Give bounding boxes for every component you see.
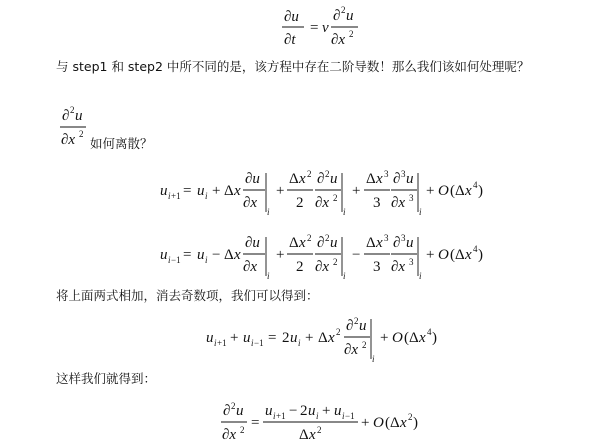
svg-text:i: i	[205, 191, 208, 201]
taylor-forward-equation	[0, 168, 594, 224]
svg-text:u: u	[406, 171, 414, 187]
svg-text:2: 2	[231, 401, 236, 411]
svg-text:i: i	[316, 411, 319, 421]
svg-text:2: 2	[336, 327, 341, 337]
taylor-backward-equation	[0, 232, 594, 288]
svg-text:2: 2	[408, 412, 413, 422]
svg-text:i: i	[343, 271, 346, 281]
svg-text:i: i	[419, 271, 422, 281]
svg-text:u: u	[308, 403, 316, 419]
svg-text:x: x	[465, 183, 472, 199]
svg-text:+: +	[276, 247, 285, 263]
svg-text:2: 2	[282, 330, 290, 346]
svg-text:∂: ∂	[223, 403, 231, 419]
svg-text:=: =	[183, 247, 192, 263]
svg-text:x: x	[419, 330, 426, 346]
svg-text:i: i	[419, 207, 422, 217]
svg-text:2: 2	[300, 403, 308, 419]
svg-text:2: 2	[362, 340, 367, 350]
svg-text:∂u: ∂u	[245, 171, 260, 187]
svg-text:i: i	[372, 354, 375, 364]
svg-text:2: 2	[317, 425, 322, 435]
intro-paragraph: 与 step1 和 step2 中所不同的是，该方程中存在二阶导数！那么我们该如何处理呢？	[56, 59, 530, 74]
svg-text:u: u	[160, 247, 168, 263]
svg-text:u: u	[290, 330, 298, 346]
svg-text:O: O	[438, 247, 449, 263]
svg-text:Δ: Δ	[289, 235, 299, 251]
svg-text:x: x	[376, 235, 383, 251]
svg-text:+1: +1	[171, 191, 181, 201]
svg-text:=: =	[310, 20, 319, 36]
svg-text:Δ: Δ	[224, 247, 234, 263]
svg-text:∂: ∂	[346, 318, 354, 334]
svg-text:∂x: ∂x	[315, 195, 330, 211]
svg-text:i: i	[214, 338, 217, 348]
result-paragraph: 这样我们就得到：	[56, 371, 157, 386]
svg-text:+: +	[426, 183, 435, 199]
svg-text:3: 3	[409, 193, 414, 203]
svg-text:−: −	[212, 247, 221, 263]
svg-text:+: +	[426, 247, 435, 263]
svg-text:): )	[432, 330, 437, 346]
svg-text:∂x: ∂x	[344, 342, 359, 358]
svg-text:): )	[478, 183, 483, 199]
svg-text:2: 2	[333, 257, 338, 267]
svg-text:x: x	[234, 247, 241, 263]
svg-text:2: 2	[307, 233, 312, 243]
svg-text:u: u	[197, 183, 205, 199]
svg-text:2: 2	[325, 233, 330, 243]
svg-text:x: x	[309, 427, 316, 443]
svg-text:i: i	[251, 338, 254, 348]
svg-text:=: =	[183, 183, 192, 199]
svg-text:4: 4	[473, 244, 478, 254]
svg-text:∂: ∂	[62, 108, 70, 124]
svg-text:∂x: ∂x	[243, 195, 258, 211]
second-derivative-fraction	[0, 100, 100, 160]
svg-text:i: i	[273, 411, 276, 421]
svg-text:u: u	[265, 403, 273, 419]
svg-text:u: u	[160, 183, 168, 199]
svg-text:∂: ∂	[317, 235, 325, 251]
svg-text:−1: −1	[171, 255, 181, 265]
svg-text:x: x	[376, 171, 383, 187]
svg-text:i: i	[168, 255, 171, 265]
svg-text:4: 4	[427, 327, 432, 337]
svg-text:(Δ: (Δ	[450, 183, 465, 199]
svg-text:x: x	[299, 235, 306, 251]
svg-text:u: u	[243, 330, 251, 346]
svg-text:∂: ∂	[393, 171, 401, 187]
svg-text:(Δ: (Δ	[385, 415, 400, 431]
svg-text:u: u	[359, 318, 367, 334]
svg-text:Δ: Δ	[318, 330, 328, 346]
svg-text:(Δ: (Δ	[404, 330, 419, 346]
svg-text:2: 2	[325, 169, 330, 179]
svg-text:+: +	[322, 403, 331, 419]
svg-text:−: −	[289, 403, 298, 419]
diffusion-equation	[0, 0, 594, 60]
svg-text:O: O	[392, 330, 403, 346]
svg-text:∂x: ∂x	[243, 259, 258, 275]
svg-text:∂u: ∂u	[245, 235, 260, 251]
svg-text:i: i	[267, 207, 270, 217]
svg-text:O: O	[373, 415, 384, 431]
svg-text:∂x: ∂x	[391, 259, 406, 275]
svg-text:∂x: ∂x	[391, 195, 406, 211]
svg-text:x: x	[234, 183, 241, 199]
svg-text:+: +	[305, 330, 314, 346]
svg-text:u: u	[346, 8, 354, 24]
svg-text:u: u	[197, 247, 205, 263]
svg-text:Δ: Δ	[299, 427, 309, 443]
svg-text:u: u	[330, 171, 338, 187]
svg-text:+: +	[276, 183, 285, 199]
svg-text:+1: +1	[276, 411, 286, 421]
svg-text:i: i	[342, 411, 345, 421]
svg-text:+: +	[352, 183, 361, 199]
svg-text:∂x: ∂x	[331, 32, 346, 48]
svg-text:+: +	[230, 330, 239, 346]
svg-text:i: i	[205, 255, 208, 265]
svg-text:i: i	[168, 191, 171, 201]
svg-text:3: 3	[401, 169, 406, 179]
svg-text:Δ: Δ	[289, 171, 299, 187]
svg-text:2: 2	[341, 5, 346, 15]
svg-text:2: 2	[333, 193, 338, 203]
svg-text:+1: +1	[217, 338, 227, 348]
svg-text:x: x	[465, 247, 472, 263]
svg-text:−1: −1	[254, 338, 264, 348]
svg-text:Δ: Δ	[224, 183, 234, 199]
svg-text:): )	[413, 415, 418, 431]
svg-text:(Δ: (Δ	[450, 247, 465, 263]
svg-text:Δ: Δ	[366, 235, 376, 251]
svg-text:2: 2	[307, 169, 312, 179]
svg-text:Δ: Δ	[366, 171, 376, 187]
svg-text:u: u	[206, 330, 214, 346]
svg-text:2: 2	[296, 195, 304, 211]
svg-text:2: 2	[240, 425, 245, 435]
svg-text:u: u	[236, 403, 244, 419]
svg-text:ν: ν	[322, 20, 329, 36]
svg-text:2: 2	[70, 105, 75, 115]
svg-text:−1: −1	[345, 411, 355, 421]
svg-text:i: i	[267, 271, 270, 281]
svg-text:u: u	[334, 403, 342, 419]
svg-text:4: 4	[473, 180, 478, 190]
svg-text:u: u	[406, 235, 414, 251]
svg-text:∂x: ∂x	[61, 132, 76, 148]
svg-text:+: +	[361, 415, 370, 431]
svg-text:x: x	[299, 171, 306, 187]
svg-text:∂: ∂	[317, 171, 325, 187]
svg-text:+: +	[212, 183, 221, 199]
svg-text:u: u	[75, 108, 83, 124]
svg-text:2: 2	[296, 259, 304, 275]
svg-text:=: =	[268, 330, 277, 346]
svg-text:3: 3	[384, 169, 389, 179]
svg-text:): )	[478, 247, 483, 263]
svg-text:3: 3	[373, 259, 381, 275]
svg-text:x: x	[328, 330, 335, 346]
taylor-sum-equation	[0, 312, 594, 368]
svg-text:2: 2	[354, 316, 359, 326]
svg-text:∂x: ∂x	[222, 427, 237, 443]
svg-text:∂: ∂	[333, 8, 341, 24]
svg-text:∂u: ∂u	[284, 9, 299, 25]
svg-text:O: O	[438, 183, 449, 199]
svg-text:u: u	[330, 235, 338, 251]
svg-text:=: =	[251, 415, 260, 431]
central-difference-equation	[0, 398, 594, 448]
svg-text:−: −	[352, 247, 361, 263]
svg-text:i: i	[298, 338, 301, 348]
svg-text:3: 3	[384, 233, 389, 243]
combine-paragraph: 将上面两式相加，消去奇数项，我们可以得到：	[56, 288, 319, 303]
svg-text:2: 2	[349, 29, 354, 39]
discretize-question: 如何离散？	[90, 136, 153, 151]
svg-text:∂x: ∂x	[315, 259, 330, 275]
svg-text:∂t: ∂t	[284, 32, 296, 48]
svg-text:i: i	[343, 207, 346, 217]
svg-text:x: x	[400, 415, 407, 431]
svg-text:3: 3	[409, 257, 414, 267]
svg-text:∂: ∂	[393, 235, 401, 251]
svg-text:+: +	[380, 330, 389, 346]
svg-text:2: 2	[79, 129, 84, 139]
svg-text:3: 3	[401, 233, 406, 243]
svg-text:3: 3	[373, 195, 381, 211]
